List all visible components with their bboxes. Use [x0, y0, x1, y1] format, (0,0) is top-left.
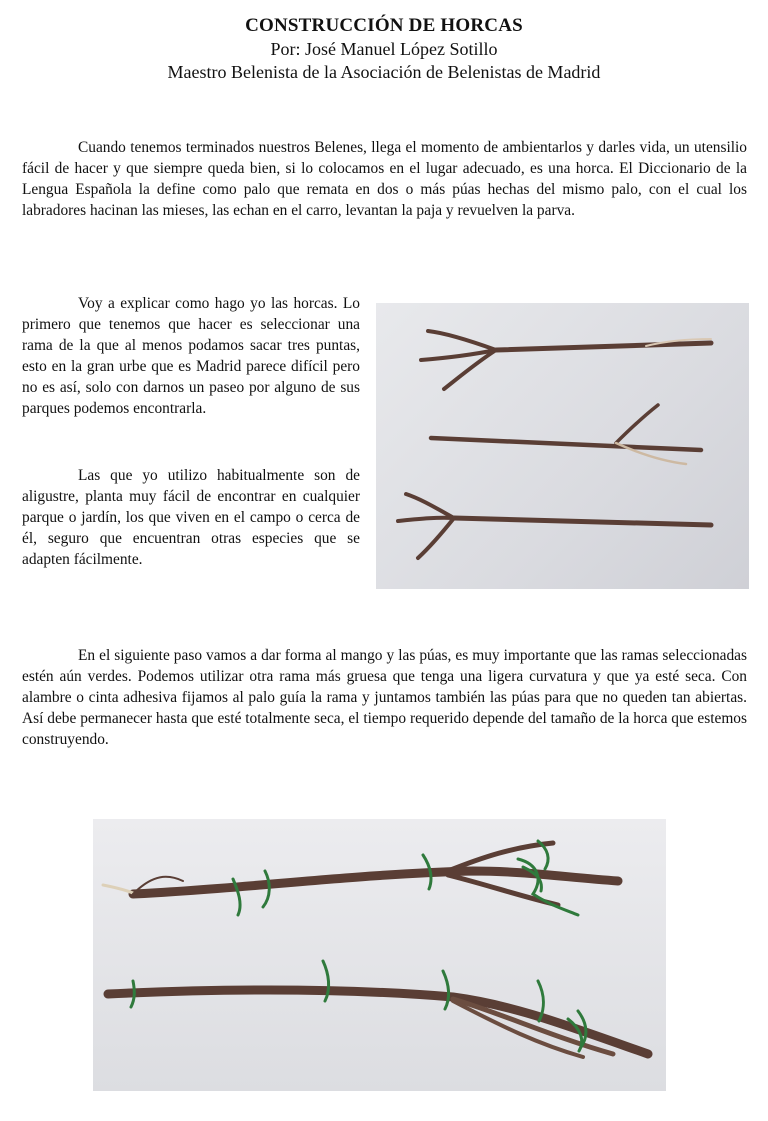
step2-paragraph: En el siguiente paso vamos a dar forma al mango y las púas, es muy importante que las ramas seleccionadas estén aún verdes. Podemos utilizar otra rama más gruesa que tenga una ligera curvatura y que ya esté seca. Con alambre o cinta adhesiva fijamos al palo guía la rama y juntamos también las púas para que no queden tan abiertas. Así debe permanecer hasta que esté totalmente seca, el tiempo requerido depende del tamaño de la horca que estemos construyendo. [22, 647, 747, 748]
document-title: CONSTRUCCIÓN DE HORCAS [245, 15, 523, 36]
branches-photo [376, 303, 749, 589]
three-branches-illustration [376, 303, 749, 589]
document-header [0, 14, 768, 84]
affiliation-line: Maestro Belenista de la Asociación de Belenistas de Madrid [167, 62, 601, 82]
intro-paragraph: Cuando tenemos terminados nuestros Belenes, llega el momento de ambientarlos y darles vida, un utensilio fácil de hacer y que siempre queda bien, si lo colocamos en el lugar adecuado, es una horca. El Diccionario de la Lengua Española la define como palo que remata en dos o más púas hechas del mismo palo, con el cual los labradores hacinan las mieses, las echan en el carro, levantan la paja y revuelven la parva. [22, 139, 747, 219]
author-line: Por: José Manuel López Sotillo [270, 39, 498, 59]
step1-paragraph: Voy a explicar como hago yo las horcas. Lo primero que tenemos que hacer es seleccionar una rama de la que al menos podamos sacar tres puntas, esto en la gran urbe que es Madrid parece difícil pero no es así, solo con darnos un paseo por alguno de sus parques podemos encontrarla. [22, 295, 360, 417]
wired-branches-illustration [93, 819, 666, 1091]
materials-paragraph: Las que yo utilizo habitualmente son de aligustre, planta muy fácil de encontrar en cualquier parque o jardín, los que viven en el campo o cerca de él, seguro que encuentran otras especies que se adapten fácilmente. [22, 467, 360, 568]
wired-branches-photo [93, 819, 666, 1091]
